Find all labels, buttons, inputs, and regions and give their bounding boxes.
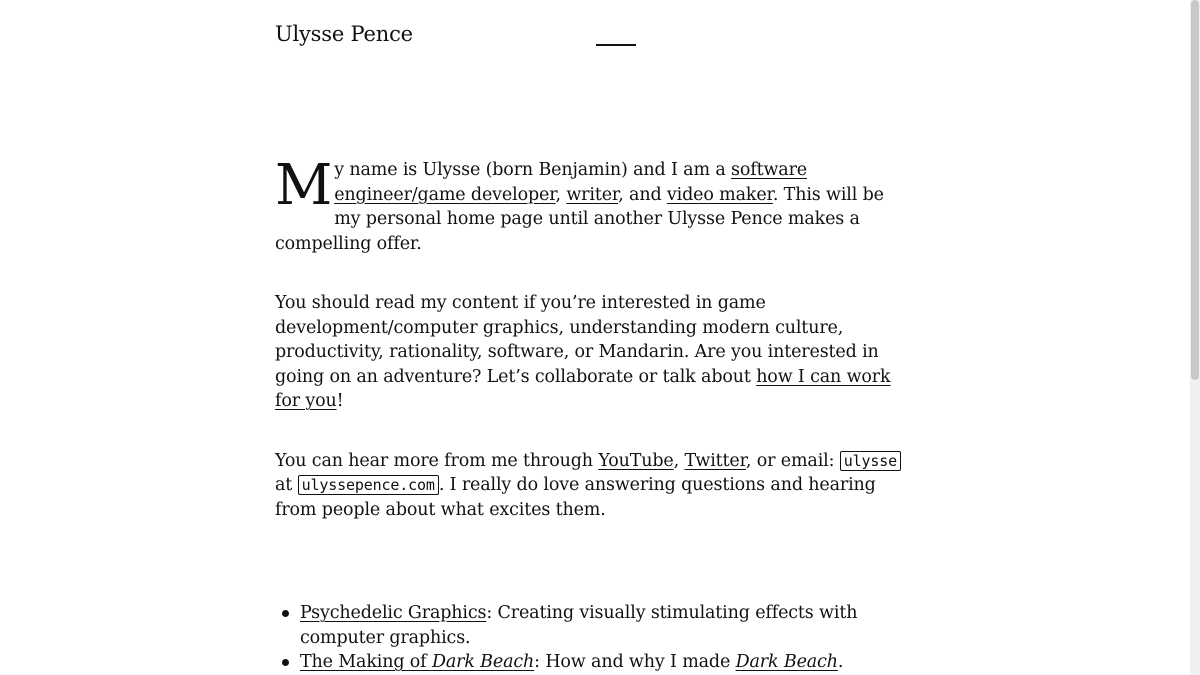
article-description: : Creating visually stimulating effects with computer graphics. xyxy=(300,603,858,648)
intro-text: . This will be my personal home page until another Ulysse Pence makes a compelling offer. xyxy=(275,184,884,254)
article-description: : How and why I made xyxy=(534,652,736,672)
article-link-prefix: The Making of xyxy=(300,652,432,672)
contact-paragraph xyxy=(275,449,915,523)
site-title[interactable]: Ulysse Pence xyxy=(275,22,413,46)
interests-text: ! xyxy=(336,391,344,411)
interests-text: You should read my content if you’re interested in game development/computer graphics, understanding modern culture, productivity, rationality, software, or Mandarin. Are you interested in going on an adventure? Let’s collaborate or talk about xyxy=(275,293,879,387)
main-content xyxy=(275,153,915,522)
contact-text: , xyxy=(673,450,685,471)
drop-cap: M xyxy=(275,153,333,218)
contact-text: . I really do love answering questions and hearing from people about what excites them. xyxy=(275,475,876,520)
video-maker-link[interactable]: video maker xyxy=(666,184,773,205)
intro-paragraph xyxy=(275,153,915,256)
work-for-you-link[interactable]: how I can work for you xyxy=(275,366,891,411)
writer-link[interactable]: writer xyxy=(566,184,619,205)
scrollbar-thumb[interactable] xyxy=(1191,0,1199,380)
software-engineer-link[interactable]: software engineer/game developer xyxy=(334,160,807,205)
twitter-link[interactable]: Twitter xyxy=(684,450,746,471)
article-link-title: Dark Beach xyxy=(431,652,535,672)
article-description: . xyxy=(837,652,844,672)
psychedelic-graphics-link[interactable]: Psychedelic Graphics xyxy=(300,603,487,623)
intro-text: y name is Ulysse (born Benjamin) and I am a xyxy=(334,160,732,180)
intro-text: , xyxy=(555,184,567,205)
intro-text: , and xyxy=(618,184,667,205)
contact-text: , or email: xyxy=(745,450,840,471)
interests-paragraph xyxy=(275,291,915,414)
dark-beach-title: Dark Beach xyxy=(735,652,838,672)
contact-text: You can hear more from me through xyxy=(275,450,599,471)
contact-text: at xyxy=(275,475,298,495)
article-list xyxy=(275,601,895,675)
youtube-link[interactable]: YouTube xyxy=(598,450,674,471)
making-of-dark-beach-link[interactable] xyxy=(300,652,534,672)
email-domain-code: ulyssepence.com xyxy=(298,475,439,495)
scrollbar-track[interactable] xyxy=(1190,0,1200,675)
list-item xyxy=(275,650,895,675)
list-item xyxy=(275,601,895,650)
dark-beach-link[interactable] xyxy=(736,652,838,672)
email-user-code: ulysse xyxy=(840,451,901,471)
menu-toggle[interactable] xyxy=(596,44,636,46)
